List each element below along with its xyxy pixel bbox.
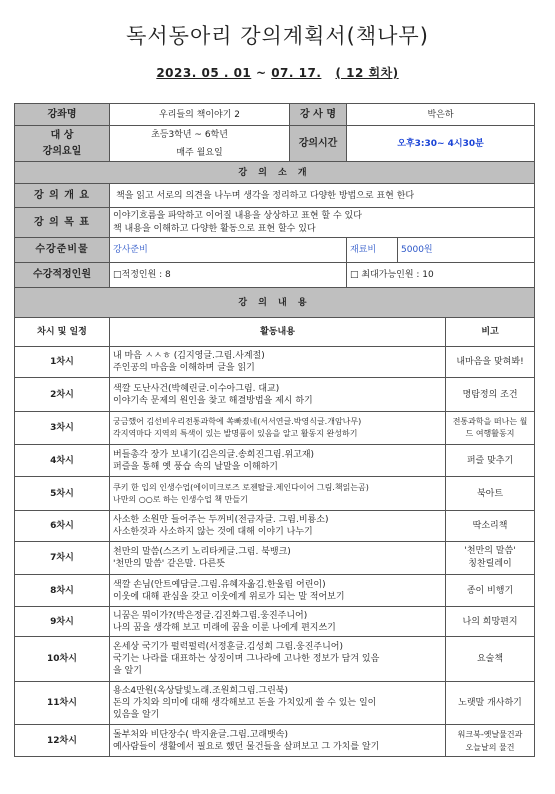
document-title: 독서동아리 강의계획서(책나무)	[126, 24, 429, 48]
fee-value: 5000원	[398, 238, 535, 263]
activity-title: 니꿈은 뭐이가?(박은정글.김진화그림.웅진주니어)	[113, 610, 308, 621]
course-period	[0, 64, 555, 81]
target-row	[15, 126, 535, 162]
activity-desc: 각지역마다 지역의 특색이 있는 발명품이 있음을 알고 활동지 완성하기	[113, 429, 358, 438]
activity-desc: 예사람들이 생활에서 필요로 했던 물건들을 살펴보고 그 가치를 알기	[113, 741, 380, 752]
note-cell	[446, 542, 535, 575]
activity-title: 버들총각 장가 보내기(김은의글.송희진그림.위고재)	[113, 449, 315, 460]
date-separator: ~	[251, 66, 272, 80]
session-cell: 11차시	[15, 682, 110, 725]
activity-cell	[110, 412, 446, 445]
table-row	[15, 607, 535, 637]
time-label: 강의시간	[290, 126, 347, 162]
activity-desc: 돈의 가치와 의미에 대해 생각해보고 돈을 가치있게 쓸 수 있는 일이	[113, 698, 377, 708]
table-row	[15, 477, 535, 511]
goal-row	[15, 208, 535, 238]
activity-cell	[110, 347, 446, 378]
prep-row	[15, 238, 535, 263]
goal-value	[110, 208, 535, 238]
activity-desc: 나의 꿈을 생각해 보고 미래에 꿈을 이룬 나에게 편지쓰기	[113, 622, 336, 633]
activity-title: 돌부처와 비단장수( 박지윤글.그림.고래뱃속)	[113, 729, 288, 740]
note-line-1: 워크북-옛날물건과	[457, 729, 523, 739]
session-cell: 10차시	[15, 637, 110, 682]
activity-desc: 사소한것과 사소하지 않는 것에 대해 이야기 나누기	[113, 527, 313, 537]
target-label	[15, 126, 110, 162]
activity-title: 내 마음 ㅅㅅㅎ (김지영글.그림.사계절)	[113, 351, 265, 361]
target-label-line2: 강의요일	[42, 145, 82, 157]
activity-desc: 이웃에 대해 관심을 갖고 이웃에게 위로가 되는 말 적어보기	[113, 591, 345, 602]
note-line-2: 칭찬릴레이	[468, 559, 512, 569]
activity-desc-cont: 을 알기	[113, 666, 142, 676]
activity-desc: 퍼즐을 통해 옛 풍습 속의 날말을 이해하기	[113, 461, 278, 472]
activity-title: 용소4만원(옥상달빛노래.조원희그림.그린북)	[113, 686, 288, 696]
note-cell: 종이 비행기	[446, 575, 535, 607]
overview-value: 책을 읽고 서로의 의견을 나누며 생각을 정리하고 다양한 방법으로 표현 한다	[110, 184, 535, 208]
session-cell: 12차시	[15, 725, 110, 757]
course-label: 강좌명	[15, 104, 110, 126]
note-cell: 북아트	[446, 477, 535, 511]
table-row	[15, 682, 535, 725]
session-cell: 6차시	[15, 511, 110, 542]
capacity-value: □적정인원 : 8	[110, 263, 347, 288]
target-value	[110, 126, 290, 162]
session-cell: 8차시	[15, 575, 110, 607]
note-cell: 내마음을 맞혀봐!	[446, 347, 535, 378]
note-cell: 퍼즐 맞추기	[446, 445, 535, 477]
prep-value: 강사준비	[110, 238, 347, 263]
activity-cell	[110, 607, 446, 637]
activity-cell	[110, 575, 446, 607]
capacity-row	[15, 263, 535, 288]
col-note-header: 비고	[446, 318, 535, 347]
activity-title: 색깔 손님(안트예담글.그림.유혜자옮김.한울림 어린이)	[113, 579, 326, 590]
overview-label: 강 의 개 요	[15, 184, 110, 208]
course-row	[15, 104, 535, 126]
note-cell: 요술책	[446, 637, 535, 682]
target-value-line2: 매주 월요일	[176, 147, 223, 158]
capacity-label: 수강적정인원	[15, 263, 110, 288]
content-section-row	[15, 288, 535, 318]
target-value-line1: 초등3학년 ~ 6학년	[151, 129, 228, 140]
overview-row	[15, 184, 535, 208]
session-cell: 1차시	[15, 347, 110, 378]
session-cell: 3차시	[15, 412, 110, 445]
note-cell: 전통과학을 떠나는 월드 여행활동지	[446, 412, 535, 445]
col-activity-header: 활동내용	[110, 318, 446, 347]
start-date: 2023. 05 . 01	[156, 66, 252, 80]
note-cell	[446, 725, 535, 757]
activity-title: 천만의 말씀(스즈키 노리타케글.그림. 북뱅크)	[113, 547, 291, 557]
activity-title: 쿠키 한 입의 인생수업(에이미크로즈 로젠탈글.제인다이어 그림.책읽는곰)	[113, 482, 369, 492]
table-row	[15, 412, 535, 445]
activity-title: 색깔 도난사건(박혜린글.이수아그림. 대교)	[113, 383, 280, 394]
end-date: 07. 17.	[271, 66, 322, 80]
goal-line-1: 이야기흐름을 파악하고 이어질 내용을 상상하고 표현 할 수 있다	[113, 210, 362, 221]
plan-table	[14, 103, 535, 757]
session-cell: 7차시	[15, 542, 110, 575]
activity-desc: '천만의 말씀' 같은말. 다른뜻	[113, 559, 226, 569]
prep-label: 수강준비물	[15, 238, 110, 263]
max-capacity-value: □ 최대가능인원 : 10	[347, 263, 535, 288]
activity-cell	[110, 682, 446, 725]
note-cell: 명탐정의 조건	[446, 378, 535, 412]
table-row	[15, 347, 535, 378]
note-cell: 나의 희망편지	[446, 607, 535, 637]
fee-label: 재료비	[347, 238, 398, 263]
note-line-1: '천만의 말씀'	[464, 546, 516, 556]
session-cell: 4차시	[15, 445, 110, 477]
course-value: 우리들의 책이야기 2	[110, 104, 290, 126]
content-header-row	[15, 318, 535, 347]
table-row	[15, 542, 535, 575]
col-session-header: 차시 및 일정	[15, 318, 110, 347]
intro-section-row	[15, 162, 535, 184]
note-cell: 노랫말 개사하기	[446, 682, 535, 725]
table-row	[15, 511, 535, 542]
time-value: 오후3:30~ 4시30분	[347, 126, 535, 162]
session-cell: 2차시	[15, 378, 110, 412]
intro-section-title: 강 의 소 개	[15, 162, 535, 184]
session-cell: 9차시	[15, 607, 110, 637]
activity-cell	[110, 542, 446, 575]
goal-line-2: 책 내용을 이해하고 다양한 활동으로 표현 할수 있다	[113, 223, 316, 234]
table-row	[15, 725, 535, 757]
activity-title: 궁금했어 김선비우리전통과학에 쏙빠졌네(서서연글.박영식글.개암나무)	[113, 417, 362, 426]
content-section-title: 강 의 내 용	[15, 288, 535, 318]
session-cell: 5차시	[15, 477, 110, 511]
instructor-label: 강 사 명	[290, 104, 347, 126]
activity-cell	[110, 477, 446, 511]
activity-desc: 국기는 나라를 대표하는 상징이며 그나라에 고나한 정보가 담겨 있음	[113, 654, 380, 664]
activity-title: 온세상 국기가 펄럭펄럭(서정훈글.김성희 그림.웅진주니어)	[113, 642, 343, 652]
note-line-2: 오늘날의 물건	[465, 742, 515, 752]
activity-cell	[110, 725, 446, 757]
note-cell: 딱소리책	[446, 511, 535, 542]
activity-desc: 주인공의 마음을 이해하며 글을 읽기	[113, 363, 255, 373]
goal-label: 강 의 목 표	[15, 208, 110, 238]
activity-desc: 이야기속 문제의 원인을 찾고 해결방법을 제시 하기	[113, 395, 313, 406]
activity-cell	[110, 378, 446, 412]
session-count: ( 12 회차)	[335, 66, 399, 80]
activity-title: 사소한 소원만 들어주는 두꺼비(전금자글. 그림.비룡소)	[113, 515, 329, 525]
table-row	[15, 445, 535, 477]
activity-cell	[110, 637, 446, 682]
activity-cell	[110, 445, 446, 477]
table-row	[15, 637, 535, 682]
table-row	[15, 378, 535, 412]
activity-desc-cont: 있음을 알기	[113, 710, 160, 720]
target-label-line1: 대 상	[50, 129, 74, 141]
activity-cell	[110, 511, 446, 542]
activity-desc: 나만의 ○○로 하는 인생수업 책 만들기	[113, 494, 248, 504]
table-row	[15, 575, 535, 607]
instructor-value: 박은하	[347, 104, 535, 126]
